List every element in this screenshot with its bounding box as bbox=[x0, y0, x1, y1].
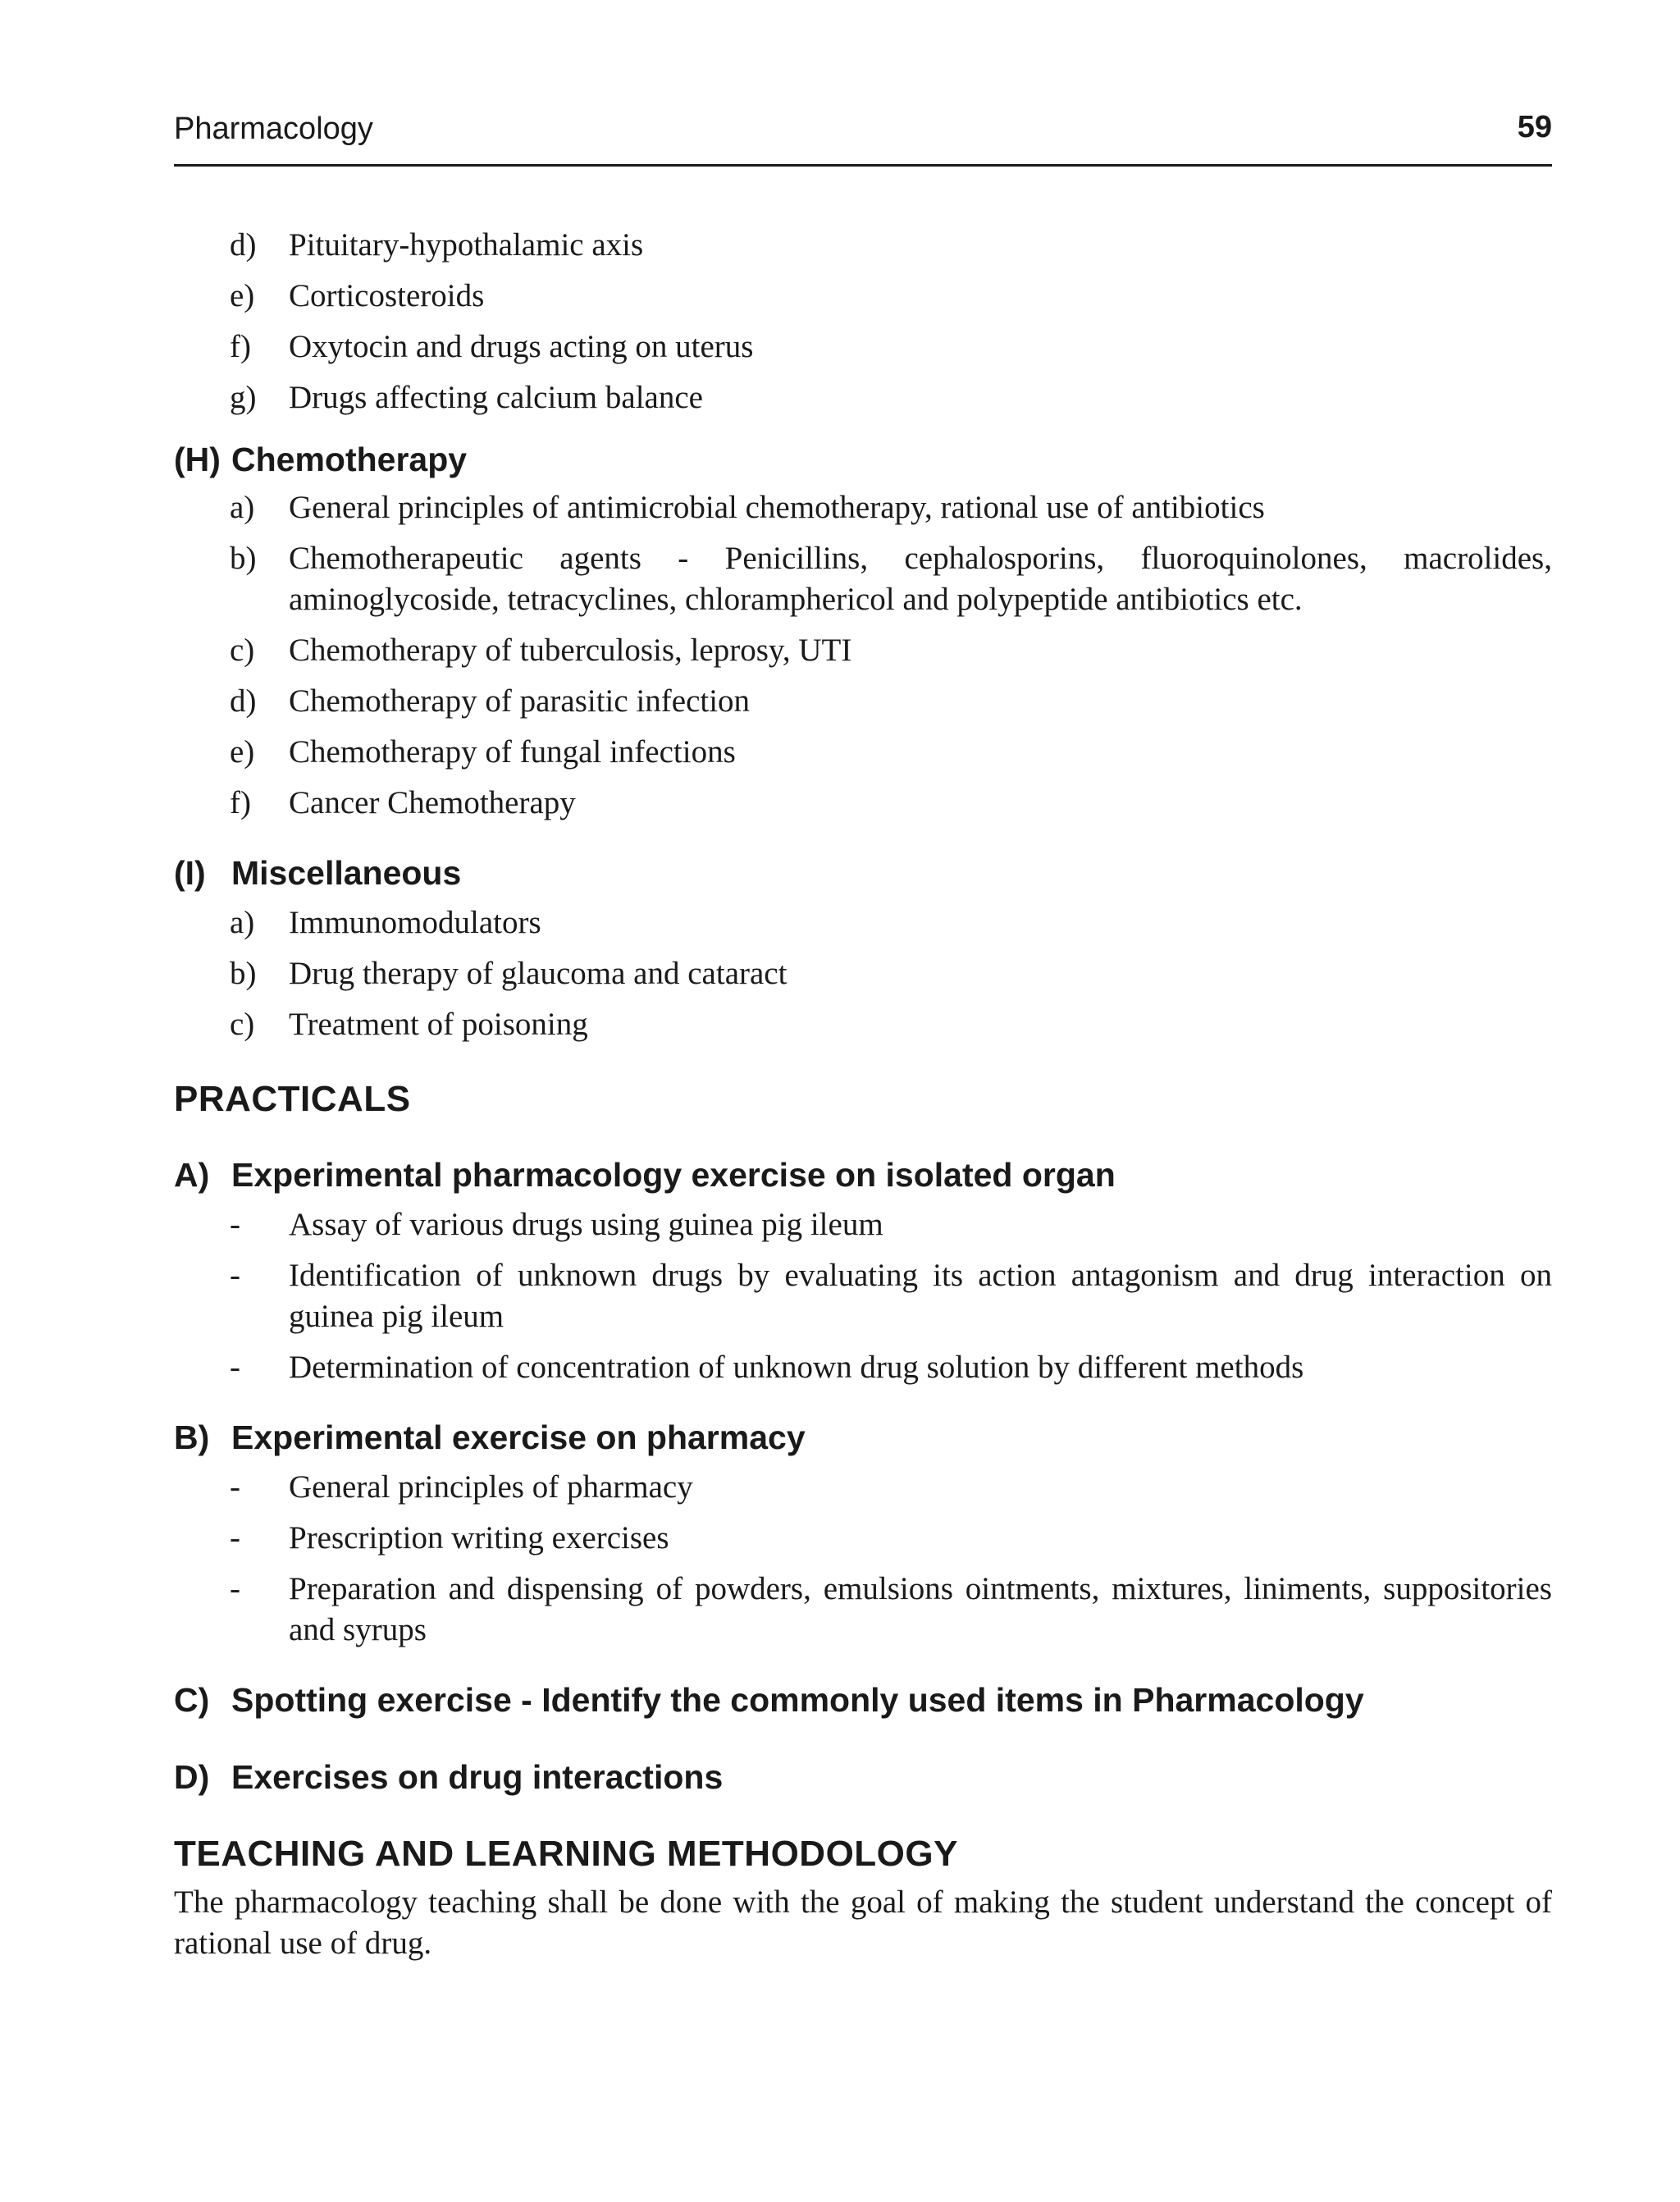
list-item: - Identification of unknown drugs by evaluating its action antagonism and drug interaction on guinea pig ileum bbox=[230, 1258, 1552, 1334]
list-item: f) Cancer Chemotherapy bbox=[230, 785, 576, 820]
teaching-heading: TEACHING AND LEARNING METHODOLOGY bbox=[174, 1834, 958, 1874]
practicals-heading: PRACTICALS bbox=[174, 1079, 411, 1119]
list-item: a) General principles of antimicrobial chemotherapy, rational use of antibiotics bbox=[230, 490, 1265, 525]
list-item: f) Oxytocin and drugs acting on uterus bbox=[230, 329, 754, 364]
section-heading-chemotherapy: (H) Chemotherapy bbox=[174, 441, 468, 478]
continued-list bbox=[174, 225, 1552, 418]
teaching-paragraph: The pharmacology teaching shall be done with the goal of making the student understand the concept of rational use of drug. bbox=[174, 1884, 1552, 1961]
page-number: 59 bbox=[1517, 110, 1552, 144]
list-item: - Preparation and dispensing of powders, emulsions ointments, mixtures, liniments, suppositories and syrups bbox=[230, 1571, 1552, 1647]
page-content bbox=[174, 225, 1552, 1964]
practical-b-list bbox=[174, 1467, 1552, 1651]
page-header bbox=[174, 108, 1552, 167]
list-item: e) Chemotherapy of fungal infections bbox=[230, 734, 736, 770]
practical-d-heading: D) Exercises on drug interactions bbox=[174, 1758, 724, 1796]
practical-b-heading: B) Experimental exercise on pharmacy bbox=[174, 1419, 806, 1456]
practical-a-list bbox=[174, 1204, 1552, 1388]
list-item: c) Chemotherapy of tuberculosis, leprosy, UTI bbox=[230, 633, 852, 668]
list-item: - General principles of pharmacy bbox=[230, 1469, 693, 1505]
practical-a-heading: A) Experimental pharmacology exercise on isolated organ bbox=[174, 1156, 1116, 1194]
list-item: b) Drug therapy of glaucoma and cataract bbox=[230, 956, 788, 991]
running-title: Pharmacology bbox=[174, 112, 373, 146]
list-item: a) Immunomodulators bbox=[230, 905, 541, 940]
list-item: c) Treatment of poisoning bbox=[230, 1007, 588, 1042]
list-item: - Determination of concentration of unknown drug solution by different methods bbox=[230, 1350, 1304, 1385]
practical-c-heading: C) Spotting exercise - Identify the commonly used items in Pharmacology bbox=[174, 1681, 1364, 1719]
list-item: d) Pituitary-hypothalamic axis bbox=[230, 227, 644, 263]
section-heading-miscellaneous: (I) Miscellaneous bbox=[174, 854, 462, 892]
miscellaneous-list bbox=[174, 902, 1552, 1045]
list-item: - Assay of various drugs using guinea pig ileum bbox=[230, 1207, 883, 1242]
list-item: b) Chemotherapeutic agents - Penicillins, cephalosporins, fluoroquinolones, macrolides, aminoglycoside, tetracyclines, chloramphericol and polypeptide antibiotics etc. bbox=[230, 541, 1552, 617]
list-item: - Prescription writing exercises bbox=[230, 1520, 669, 1556]
list-item: d) Chemotherapy of parasitic infection bbox=[230, 683, 751, 719]
chemotherapy-list bbox=[174, 487, 1552, 824]
list-item: g) Drugs affecting calcium balance bbox=[230, 380, 703, 415]
list-item: e) Corticosteroids bbox=[230, 278, 485, 313]
